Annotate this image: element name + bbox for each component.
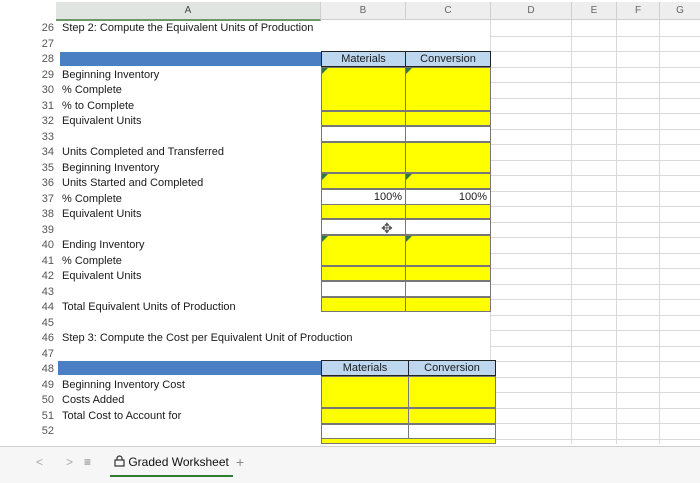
gridline — [490, 36, 700, 37]
gridline — [490, 315, 700, 316]
row-number[interactable]: 52 — [41, 425, 54, 437]
gridline — [490, 98, 700, 99]
gridline — [490, 408, 700, 409]
conversion-equiv-units-2-cell[interactable] — [405, 204, 491, 219]
conversion-pct-complete-cell[interactable] — [405, 189, 491, 205]
row-number[interactable]: 50 — [41, 394, 54, 406]
blank-cell[interactable] — [321, 281, 406, 297]
column-header-e[interactable]: E — [572, 2, 617, 20]
gridline — [490, 144, 700, 145]
row-number[interactable]: 31 — [41, 99, 54, 112]
column-header-d[interactable]: D — [491, 2, 572, 20]
row-number[interactable]: 44 — [41, 301, 54, 313]
gridline — [490, 377, 700, 378]
active-tab-indicator — [110, 475, 233, 477]
header-bar — [60, 52, 322, 66]
blank-cell[interactable] — [321, 126, 406, 142]
row-label[interactable]: Units Started and Completed — [62, 177, 204, 189]
gridline — [490, 361, 700, 362]
row-number[interactable]: 36 — [41, 177, 54, 189]
row-number[interactable]: 41 — [41, 254, 54, 267]
row-number[interactable]: 38 — [41, 208, 54, 220]
prev-sheet-button[interactable]: < — [36, 455, 44, 469]
sheet-tab-bar — [0, 446, 700, 483]
gridline — [659, 20, 660, 444]
materials-equiv-units-3-cell[interactable] — [321, 266, 406, 281]
gridline — [490, 129, 700, 130]
blank-cell[interactable] — [405, 219, 491, 235]
add-sheet-button[interactable]: + — [236, 454, 245, 470]
gridline — [490, 113, 700, 114]
row-label[interactable]: Total Cost to Account for — [62, 409, 182, 422]
gridline — [490, 253, 700, 254]
conversion-beg-cost-cell[interactable] — [408, 376, 496, 408]
row-label[interactable]: Total Equivalent Units of Production — [62, 301, 236, 313]
gridline — [490, 206, 700, 207]
sheet-list-menu-icon[interactable]: ≡ — [84, 455, 92, 469]
column-header-g[interactable]: G — [660, 2, 700, 20]
conversion-header[interactable]: Conversion — [405, 51, 491, 67]
materials-pct-value: 100% — [373, 191, 402, 203]
gridline — [490, 222, 700, 223]
materials-pct-complete-cell[interactable] — [321, 189, 406, 205]
gridline — [490, 439, 700, 440]
materials-header-step3[interactable]: Materials — [321, 360, 409, 376]
row-number[interactable]: 49 — [41, 378, 54, 391]
materials-total-cost-cell[interactable] — [321, 408, 409, 424]
gridline — [490, 330, 700, 331]
gridline — [490, 175, 700, 176]
blank-cell[interactable] — [321, 219, 406, 235]
row-label[interactable]: % to Complete — [62, 99, 135, 112]
materials-beg-inv-cell[interactable] — [321, 67, 406, 111]
row-label[interactable]: Equivalent Units — [62, 270, 142, 282]
blank-cell[interactable] — [405, 281, 491, 297]
row-number[interactable]: 34 — [41, 146, 54, 158]
sheet-tab-label: Graded Worksheet — [128, 455, 229, 469]
gridline — [490, 67, 700, 68]
row-number[interactable]: 40 — [41, 239, 54, 251]
row-number[interactable]: 35 — [41, 161, 54, 174]
conversion-started-cell[interactable] — [405, 173, 491, 189]
header-bar-step3 — [58, 361, 322, 375]
row-label[interactable]: Ending Inventory — [62, 239, 145, 251]
column-header-b[interactable]: B — [321, 2, 406, 20]
gridline — [490, 160, 700, 161]
row-label[interactable]: % Complete — [62, 192, 122, 205]
blank-cell[interactable] — [405, 126, 491, 142]
conversion-pct-value: 100% — [458, 191, 487, 203]
row-number[interactable]: 37 — [41, 192, 54, 205]
row-number[interactable]: 29 — [41, 68, 54, 81]
gridline — [490, 299, 700, 300]
row-label[interactable]: Beginning Inventory — [62, 68, 160, 81]
conversion-total-cost-cell[interactable] — [408, 408, 496, 424]
row-number[interactable]: 28 — [41, 53, 54, 65]
row-label[interactable]: Equivalent Units — [62, 115, 142, 127]
column-header-c[interactable]: C — [406, 2, 491, 20]
gridline — [490, 191, 700, 192]
conversion-equiv-units-3-cell[interactable] — [405, 266, 491, 281]
gridline — [616, 20, 617, 444]
materials-header[interactable]: Materials — [321, 51, 406, 67]
row-number[interactable]: 43 — [41, 285, 54, 298]
cell-cursor-icon: ✥ — [381, 220, 393, 236]
materials-beg-cost-cell[interactable] — [321, 376, 409, 408]
conversion-equiv-units-cell[interactable] — [405, 111, 491, 126]
gridline — [490, 82, 700, 83]
conversion-total-equiv-cell[interactable] — [405, 297, 491, 312]
row-label[interactable]: Step 3: Compute the Cost per Equivalent Unit of Production — [62, 332, 353, 344]
row-number[interactable]: 48 — [41, 363, 54, 375]
row-number[interactable]: 26 — [41, 22, 54, 34]
row-label[interactable]: Beginning Inventory — [62, 161, 160, 174]
row-label[interactable]: Beginning Inventory Cost — [62, 378, 185, 391]
row-label[interactable]: Costs Added — [62, 394, 125, 406]
row-label[interactable]: Equivalent Units — [62, 208, 142, 220]
materials-equiv-units-2-cell[interactable] — [321, 204, 406, 219]
gridline — [490, 284, 700, 285]
row-label[interactable]: % Complete — [62, 84, 122, 96]
conversion-header-step3[interactable]: Conversion — [408, 360, 496, 376]
row-label[interactable]: % Complete — [62, 254, 122, 267]
lock-icon — [114, 455, 125, 467]
row-number[interactable]: 42 — [41, 270, 54, 282]
gridline — [490, 423, 700, 424]
gridline — [490, 268, 700, 269]
row-number[interactable]: 32 — [41, 115, 54, 127]
gridline — [490, 51, 700, 52]
conversion-beg-inv-cell[interactable] — [405, 67, 491, 111]
row-number[interactable]: 46 — [41, 332, 54, 344]
materials-started-cell[interactable] — [321, 173, 406, 189]
partial-row-cell[interactable] — [321, 438, 496, 444]
row-number[interactable]: 33 — [41, 130, 54, 143]
row-label[interactable]: Step 2: Compute the Equivalent Units of Production — [62, 22, 314, 34]
column-header-a[interactable]: A — [56, 2, 321, 21]
row-number[interactable]: 27 — [41, 37, 54, 50]
column-header-f[interactable]: F — [617, 2, 660, 20]
conversion-completed-cell[interactable] — [405, 142, 491, 173]
row-number[interactable]: 39 — [41, 223, 54, 236]
materials-ending-inv-cell[interactable] — [321, 235, 406, 266]
row-label[interactable]: Units Completed and Transferred — [62, 146, 225, 158]
gridline — [490, 237, 700, 238]
materials-total-equiv-cell[interactable] — [321, 297, 406, 312]
row-number[interactable]: 51 — [41, 409, 54, 422]
gridline — [571, 20, 572, 444]
row-number[interactable]: 47 — [41, 347, 54, 360]
materials-equiv-units-cell[interactable] — [321, 111, 406, 126]
sheet-tab-graded-worksheet[interactable] — [110, 451, 233, 473]
gridline — [490, 346, 700, 347]
conversion-ending-inv-cell[interactable] — [405, 235, 491, 266]
materials-completed-cell[interactable] — [321, 142, 406, 173]
gridline — [490, 392, 700, 393]
row-number[interactable]: 45 — [41, 316, 54, 329]
row-number[interactable]: 30 — [41, 84, 54, 96]
next-sheet-button[interactable]: > — [66, 455, 74, 469]
